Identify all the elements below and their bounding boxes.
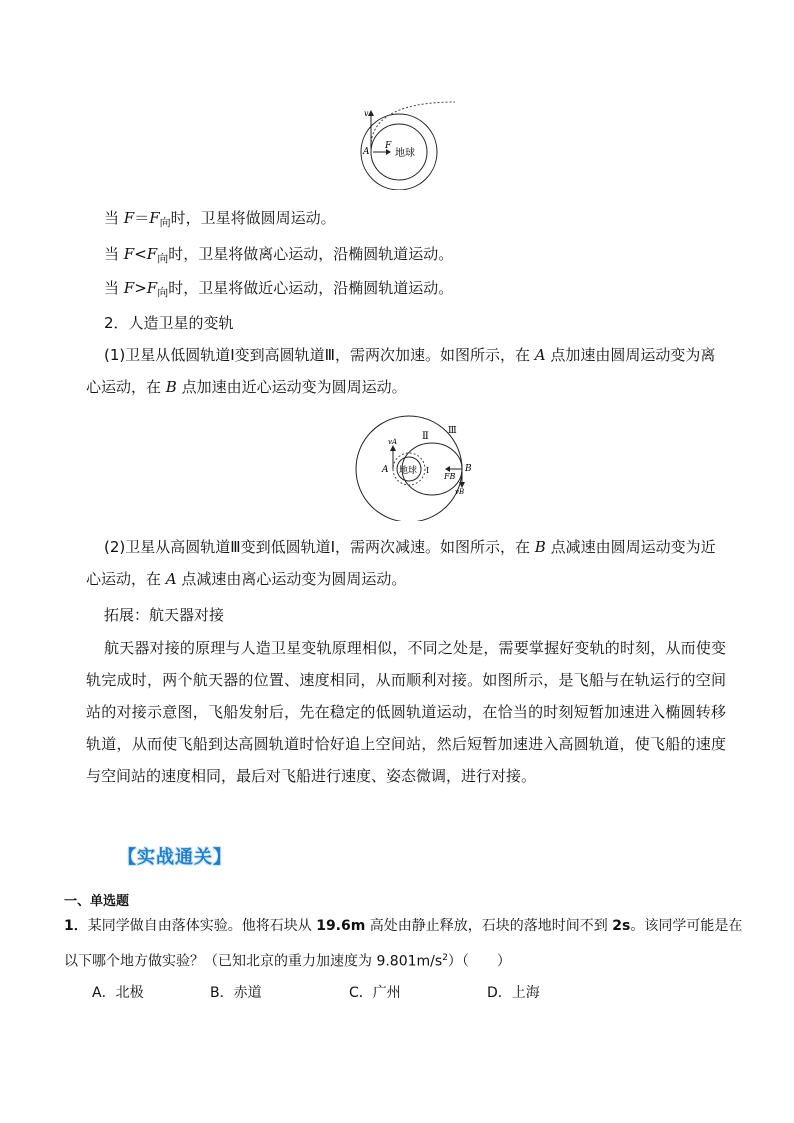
label-earth: 地球 [399,466,418,476]
label-fb: FB [444,472,456,481]
velocity-arrowhead [368,110,374,116]
section-single-choice: 一、单选题 [64,894,130,909]
label-f: F [385,141,392,151]
label-a: A [382,465,389,475]
extension-heading: 拓展：航天器对接 [104,606,225,624]
option-a[interactable]: A．北极 [92,985,144,1001]
label-earth: 地球 [395,148,415,159]
escape-path [371,102,455,150]
label-va: vA [388,438,398,446]
paragraph-3: 航天器对接的原理与人造卫星变轨原理相似，不同之处是，需要掌握好变轨的时刻，从而使变轨完成时，两个航天器的位置、速度相同，从而顺利对接。如图所示，是飞船与在轨运行的空间站的对接示意图，飞船发射后，先在稳定的低圆轨道运动，在恰当的时刻短暂加速进入椭圆转移轨道，从而使飞船到达高圆轨道时恰好追上空间站，然后短暂加速进入高圆轨道，使飞船的速度与空间站的速度相同，最后对飞船进行速度、姿态微调，进行对接。 [86,639,726,785]
question-1: 1．某同学做自由落体实验。他将石块从 19.6m 高处由静止释放，石块的落地时间不到 2s。该同学可能是在以下哪个地方做实验？（已知北京的重力加速度为 $9.801m/s^2$）（ ） [64,918,743,970]
option-b[interactable]: B．赤道 [210,985,262,1001]
line-equal: 当 $F=F_向$时，卫星将做圆周运动。 [104,209,336,229]
label-b: B [465,464,472,474]
line-less: 当 $F<F_向$时，卫星将做离心运动，沿椭圆轨道运动。 [104,245,454,265]
paragraph-1: (1)卫星从低圆轨道Ⅰ变到高圆轨道Ⅲ，需两次加速。如图所示，在 A 点加速由圆周运动变为离心运动，在 B 点加速由近心运动变为圆周运动。 [86,346,716,396]
label-ii: Ⅱ [422,431,429,442]
figure-orbit-transfer [352,415,482,521]
section-heading-2: 2．人造卫星的变轨 [104,314,234,332]
figure-orbit-forces [355,100,470,190]
label-iii: Ⅲ [448,426,457,436]
banner-practice: 【实战通关】 [118,847,232,868]
label-vb: vB [455,488,465,496]
label-i: Ⅰ [426,466,430,475]
paragraph-2: (2)卫星从高圆轨道Ⅲ变到低圆轨道Ⅰ，需两次减速。如图所示，在 B 点减速由圆周运动变为近心运动，在 A 点减速由离心运动变为圆周运动。 [86,538,716,588]
label-v: v [364,109,369,118]
label-a: A [363,147,370,157]
line-greater: 当 $F>F_向$时，卫星将做近心运动，沿椭圆轨道运动。 [104,279,454,299]
option-c[interactable]: C．广州 [349,985,401,1001]
option-d[interactable]: D．上海 [487,985,540,1001]
